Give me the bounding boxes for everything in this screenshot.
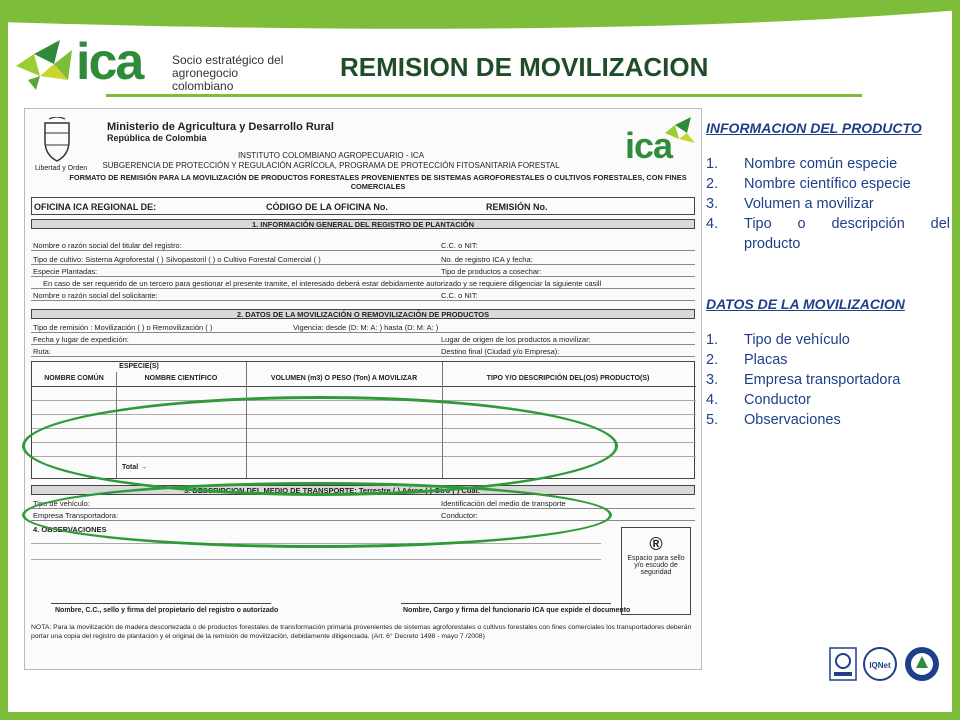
iqnet-seal-icon [864,648,896,680]
info-sidebar [706,120,950,430]
list-item: 4. Conductor [706,392,811,408]
top-green-banner [0,0,960,40]
sello-text: Espacio para sello y/o escudo de seguridad [627,555,685,576]
product-info-highlight [22,396,618,496]
transport-info-highlight [22,482,612,548]
ministry-text: Ministerio de Agricultura y Desarrollo Rural [107,121,334,133]
list-item: 3. Volumen a movilizar [706,196,874,212]
subgerencia-text: SUBGERENCIA DE PROTECCIÓN Y REGULACIÓN AGRÍCOLA, PROGRAMA DE PROTECCIÓN FITOSANITARIA FORESTAL [102,161,560,170]
list-item: 5. Observaciones [706,412,841,428]
list-item: 2. Placas [706,352,788,368]
sello-box [621,527,691,615]
list-item: 2. Nombre científico especie [706,176,911,192]
nombre-cientifico-header: NOMBRE CIENTÍFICO [144,375,218,382]
page-title: REMISION DE MOVILIZACION [340,52,709,82]
form-note: NOTA: Para la movilización de madera descortezada o de productos forestales de transformación primaria provenientes de sistemas agroforestales o cultivos forestales con fines comerciales los transportadores deberán portar una copia del registro de plantación y el original de la remisión de movilización, debidamente diligenciada. (Art. 6° Decreto 1498 - mayo 7 /2008) [31,624,692,640]
section-1-header: 1. INFORMACIÓN GENERAL DEL REGISTRO DE PLANTACIÓN [31,219,695,229]
especies-header: ESPECIE(S) [119,363,159,370]
oficina-label: OFICINA ICA REGIONAL DE: [34,202,157,212]
s2-row: Fecha y lugar de expedición: Lugar de origen de los productos a movilizar: [31,335,695,345]
section-4-header: 4. OBSERVACIONES [33,525,107,534]
product-info-heading: INFORMACION DEL PRODUCTO [706,120,922,136]
ica-logo [14,33,294,94]
tipo-producto-header: TIPO Y/O DESCRIPCIÓN DEL(OS) PRODUCTO(S) [486,375,650,382]
republic-text: República de Colombia [107,133,207,143]
list-item: 1. Nombre común especie [706,156,898,172]
icontec-seal-icon [830,648,856,680]
form-ica-wordmark: ica [625,125,673,166]
movement-data-heading: DATOS DE LA MOVILIZACION [706,296,905,312]
list-item: 3. Empresa transportadora [706,372,901,388]
list-item: 4. Tipo o descripción del producto [706,216,950,252]
official-signature-label: Nombre, Cargo y firma del funcionario ICA que expide el documento [403,607,631,614]
nombre-comun-header: NOMBRE COMÚN [44,375,104,382]
registered-icon: ® [649,534,663,554]
institution-seal-icon [905,647,939,681]
s3-row: Empresa Transportadora: Conductor: [31,511,695,521]
movement-data-list [706,330,950,430]
left-green-border [0,0,8,720]
product-info-list [706,154,950,254]
section-3-header: 3. DESCRIPCION DEL MEDIO DE TRANSPORTE: Terrestre ( ) Aéreo ( ) Otro ( ) Cual: [31,485,695,495]
right-green-border [952,0,960,720]
ica-tagline: Socio estratégico del agronegocio colombiano [172,53,284,93]
svg-text:IQNet: IQNet [869,661,891,670]
s2-row: Ruta: Destino final (Ciudad y/o Empresa): [31,347,695,357]
s3-row: Tipo de vehículo: Identificación del medio de transporte [31,499,695,509]
s1-row: Nombre o razón social del solicitante: C.C. o NIT: [31,291,695,301]
institute-text: INSTITUTO COLOMBIANO AGROPECUARIO - ICA [237,151,425,160]
s2-row: Tipo de remisión : Movilización ( ) o Removilización ( ) Vigencia: desde (D: M: A: ) hasta (D: M: A: ) [31,323,695,333]
motto-text: Libertad y Orden [35,165,88,172]
oficina-row [31,197,695,215]
form-ica-logo [625,117,697,167]
s1-row: Especie Plantadas: Tipo de productos a cosechar: [31,267,695,277]
codigo-label: CÓDIGO DE LA OFICINA No. [266,202,388,212]
s1-row: Tipo de cultivo: Sistema Agroforestal ( ) Silvopastoril ( ) o Cultivo Forestal Comercial ( ) No. de registro ICA y fecha: [31,255,695,265]
title-underline [106,94,862,97]
section-2-header: 2. DATOS DE LA MOVILIZACIÓN O REMOVILIZACIÓN DE PRODUCTOS [31,309,695,319]
volumen-header: VOLUMEN (m3) O PESO (Ton) A MOVILIZAR [270,375,418,382]
list-item: 1. Tipo de vehículo [706,332,850,348]
remision-form-image [24,108,702,670]
total-label: Total → [122,464,148,471]
ica-leaf-icon [14,36,74,94]
s1-row: En caso de ser requerido de un tercero para gestionar el presente tramite, el interesado deberá estar debidamente autorizado y se requiere diligenciar la siguiente casill [31,279,695,289]
format-title: FORMATO DE REMISIÓN PARA LA MOVILIZACIÓN DE PRODUCTOS FORESTALES PROVENIENTES DE SISTEMAS AGROFORESTALES O CULTIVOS FORESTALES, CON FINES COMERCIALES [69,173,687,191]
remision-label: REMISIÓN No. [486,202,548,212]
certification-seals [828,644,944,684]
bottom-green-border [0,712,960,720]
ica-wordmark: ica [76,33,143,91]
s1-row: Nombre o razón social del titular del registro: C.C. o NIT: [31,241,695,251]
owner-signature-label: Nombre, C.C., sello y firma del propietario del registro o autorizado [55,607,279,614]
